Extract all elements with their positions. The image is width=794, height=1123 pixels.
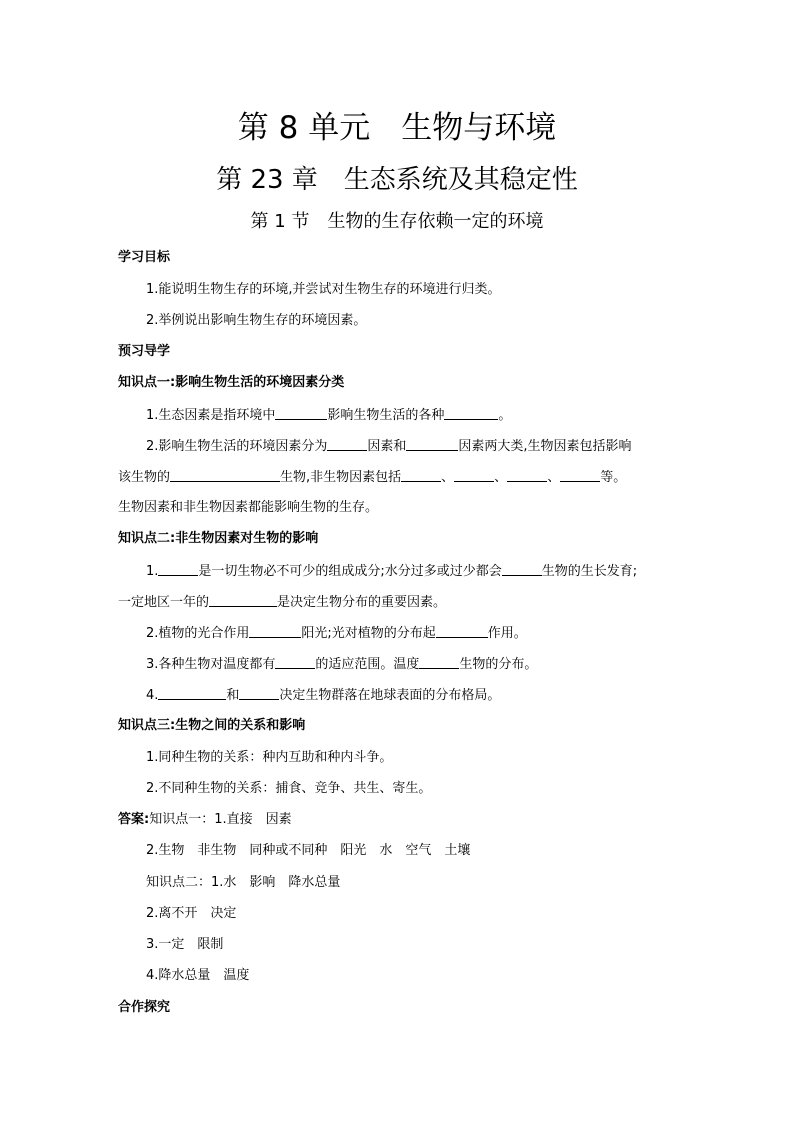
fill-blank[interactable] [239,685,279,700]
kp3-sentence-2: 2.不同种生物的关系：捕食、竞争、共生、寄生。 [146,781,432,796]
answers-line-5: 3.一定 限制 [146,937,224,952]
fill-blank[interactable] [502,561,542,576]
kp2-sentence-3: 2.植物的光合作用 阳光;光对植物的分布起 作用。 [146,623,527,644]
answers-line-4: 2.离不开 决定 [146,906,237,921]
chapter-title: 第 23 章 生态系统及其稳定性 [216,165,578,195]
kp2-sentence-5: 4. 和 决定生物群落在地球表面的分布格局。 [146,685,500,706]
goal-item-1: 1.能说明生物生存的环境,并尝试对生物生存的环境进行归类。 [146,282,501,297]
fill-blank[interactable] [249,623,301,638]
kp1-sentence-4: 生物因素和非生物因素都能影响生物的生存。 [118,500,379,515]
answers-label: 答案: [118,812,150,827]
section-title: 第 1 节 生物的生存依赖一定的环境 [250,211,544,232]
fill-blank[interactable] [401,467,441,482]
fill-blank[interactable] [209,592,277,607]
answers-line-1: 答案:知识点一：1.直接 因素 [118,812,292,827]
kp2-sentence-2: 一定地区一年的 是决定生物分布的重要因素。 [118,592,446,613]
fill-blank[interactable] [419,654,459,669]
goals-heading: 学习目标 [118,250,171,265]
kp1-heading: 知识点一:影响生物生活的环境因素分类 [118,375,345,390]
fill-blank[interactable] [560,467,600,482]
answers-line-2: 2.生物 非生物 同种或不同种 阳光 水 空气 土壤 [146,843,471,858]
answers-line-3: 知识点二：1.水 影响 降水总量 [146,875,341,890]
fill-blank[interactable] [436,623,488,638]
kp2-heading: 知识点二:非生物因素对生物的影响 [118,531,319,546]
kp3-heading: 知识点三:生物之间的关系和影响 [118,718,306,733]
fill-blank[interactable] [158,685,226,700]
kp3-sentence-1: 1.同种生物的关系：种内互助和种内斗争。 [146,750,393,765]
fill-blank[interactable] [158,561,198,576]
explore-heading: 合作探究 [118,1000,171,1015]
fill-blank[interactable] [275,405,327,420]
fill-blank[interactable] [327,436,367,451]
kp1-sentence-2: 2.影响生物生活的环境因素分为 因素和 因素两大类,生物因素包括影响 [146,436,632,457]
fill-blank[interactable] [507,467,547,482]
fill-blank[interactable] [275,654,315,669]
preview-heading: 预习导学 [118,344,171,359]
unit-title: 第 8 单元 生物与环境 [237,110,557,146]
fill-blank[interactable] [454,467,494,482]
kp2-sentence-1: 1. 是一切生物必不可少的组成成分;水分过多或过少都会 生物的生长发育; [146,561,637,582]
fill-blank[interactable] [170,467,280,482]
fill-blank[interactable] [444,405,498,420]
kp2-sentence-4: 3.各种生物对温度都有 的适应范围。温度 生物的分布。 [146,654,537,675]
kp1-sentence-1: 1.生态因素是指环境中 影响生物生活的各种 。 [146,405,511,426]
fill-blank[interactable] [406,436,458,451]
goal-item-2: 2.举例说出影响生物生存的环境因素。 [146,313,367,328]
answers-line-6: 4.降水总量 温度 [146,968,250,983]
kp1-sentence-3: 该生物的 生物,非生物因素包括 、 、 、 等。 [118,467,626,488]
